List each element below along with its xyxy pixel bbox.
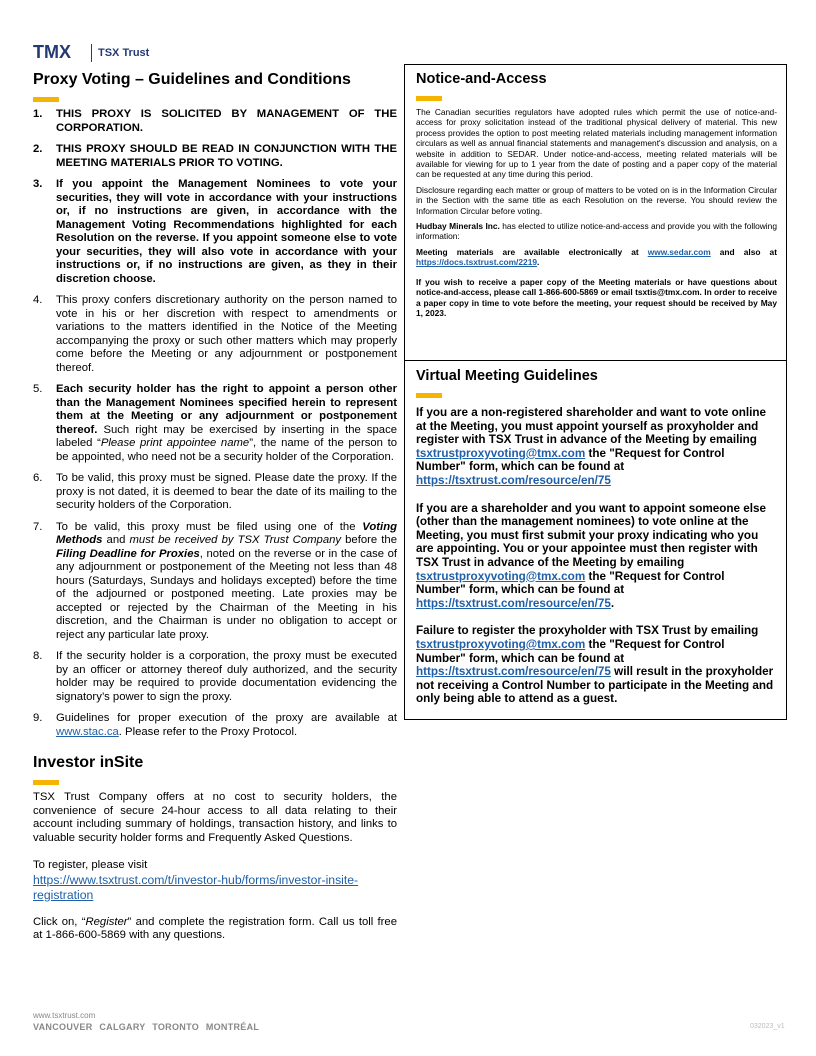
notice-and-access-heading: Notice-and-Access: [416, 71, 547, 87]
list-item: 6. To be valid, this proxy must be signed. Please date the proxy. If the proxy is not dated, it is deemed to bear the date of its mailing to the security holders of the Corporation.: [33, 472, 397, 511]
virtual-meeting-heading: Virtual Meeting Guidelines: [416, 368, 598, 384]
resource-link[interactable]: https://tsxtrust.com/resource/en/75: [416, 596, 611, 610]
list-item: 7. To be valid, this proxy must be filed using one of the Voting Methods and must be received by TSX Trust Company before the Filing Deadline for Proxies, noted on the reverse or in the case of any adjournment or postponement of the Meeting not less than 48 hours (Saturdays, Sundays and holidays excepted) before the time of the adjourned or postponed meeting. Late proxies may be accepted or rejected by the Chairman of the Meeting in his discretion, and the Chairman is under no obligation to accept or reject any particular late proxy.: [33, 520, 398, 641]
footer-url: www.tsxtrust.com: [33, 1011, 96, 1020]
register-instructions: Click on, “Register” and complete the registration form. Call us toll free at 1-866-600-5869 with any questions.: [33, 915, 397, 941]
heading-accent-bar: [33, 97, 59, 102]
docs-link[interactable]: https://docs.tsxtrust.com/2219: [416, 257, 538, 268]
notice-paragraph: The Canadian securities regulators have adopted rules which permit the use of notice-and-access for proxy solicitation instead of the traditional physical delivery of material. This new process provides the option to post meeting related materials including management information circulars as well as annual financial statements and management's discussion and analysis, on a website in addition to SEDAR. Under notice-and-access, meeting related materials will be available for viewing for up to 1 year from the date of posting and a paper copy of the material can be requested at any time during this period.: [416, 107, 777, 180]
list-item: 1. THIS PROXY IS SOLICITED BY MANAGEMENT OF THE CORPORATION.: [33, 108, 397, 134]
list-item: 2. THIS PROXY SHOULD BE READ IN CONJUNCTION WITH THE MEETING MATERIALS PRIOR TO VOTING.: [33, 143, 397, 169]
proxy-voting-heading: Proxy Voting – Guidelines and Conditions: [33, 71, 351, 88]
insite-intro: TSX Trust Company offers at no cost to security holders, the convenience of secure 24-hour access to all data relating to their account including summary of holdings, transaction history, and links to valuable security holder forms and Frequently Asked Questions.: [33, 791, 397, 844]
list-item: 5. Each security holder has the right to appoint a person other than the Management Nominees specified herein to represent them at the Meeting or any adjournment or postponement thereof. Such right may be exercised by inserting in the space labeled “Please print appointee name”, the name of the person to be appointed, who need not be a security holder of the Corporation.: [33, 383, 397, 463]
form-code: 032023_v1: [750, 1023, 785, 1030]
tmx-logo-mark: TMX: [33, 42, 71, 62]
virtual-paragraph: If you are a non-registered shareholder and want to vote online at the Meeting, you must appoint yourself as proxyholder and register with TSX Trust in advance of the Meeting by emailing tsxtrustproxyvoting@tmx.com the "Request for Control Number" form, which can be found at https://tsxtrust.com/resource/en/75: [416, 406, 767, 487]
proxy-guidelines-list: [33, 108, 397, 739]
tsx-trust-wordmark: TSX Trust: [98, 47, 150, 59]
notice-and-access-box: [404, 64, 787, 361]
register-paragraph: [33, 873, 397, 903]
proxyvoting-email-link[interactable]: tsxtrustproxyvoting@tmx.com: [416, 446, 586, 460]
proxyvoting-email-link[interactable]: tsxtrustproxyvoting@tmx.com: [416, 569, 586, 583]
resource-link[interactable]: https://tsxtrust.com/resource/en/75: [416, 665, 611, 679]
footer-cities: VANCOUVER CALGARY TORONTO MONTRÉAL: [33, 1022, 260, 1032]
investor-insite-heading: Investor inSite: [33, 754, 144, 771]
heading-accent-bar: [416, 96, 442, 101]
notice-paragraph: Disclosure regarding each matter or group of matters to be voted on is in the Information Circular in the Section with the same title as each Resolution on the reverse. You should review the Information Circular before voting.: [416, 184, 777, 216]
notice-paragraph: Meeting materials are available electronically at www.sedar.com and also at https://docs.tsxtrust.com/2219.: [416, 246, 777, 268]
register-label: To register, please visit: [33, 859, 148, 871]
list-item: 4. This proxy confers discretionary authority on the person named to vote in his or her discretion with respect to amendments or variations to the matters identified in the Notice of the Meeting accompanying the proxy or such other matters which may properly come before the Meeting or any adjournment or postponement thereof.: [33, 294, 397, 374]
virtual-meeting-box: [404, 360, 787, 720]
heading-accent-bar: [416, 393, 442, 398]
virtual-paragraph: Failure to register the proxyholder with TSX Trust by emailing tsxtrustproxyvoting@tmx.com the "Request for Control Number" form, which can be found at https://tsxtrust.com/resource/en/75 will result in the proxyholder not receiving a Control Number to participate in the Meeting and only being able to attend as a guest.: [416, 624, 774, 706]
virtual-paragraph: If you are a shareholder and you want to appoint someone else (other than the management nominees) to vote online at the Meeting, you must first submit your proxy indicating who you are appointing. You or your appointee must then register with TSX Trust in advance of the Meeting by emailing tsxtrustproxyvoting@tmx.com the "Request for Control Number" form, which can be found at https://tsxtrust.com/resource/en/75.: [416, 501, 767, 610]
heading-accent-bar: [33, 780, 59, 785]
insite-registration-link[interactable]: https://www.tsxtrust.com/t/investor-hub/forms/investor-insite-registration: [33, 872, 359, 902]
left-column: [33, 70, 397, 943]
logo-divider: [91, 44, 92, 62]
list-item: 3. If you appoint the Management Nominees to vote your securities, they will vote in accordance with your instructions or, if no instructions are given, in accordance with the Management Voting Recommendations highlighted for each Resolution on the reverse. If you appoint someone else to vote your securities, they will also vote in accordance with your instructions or, if no instructions are given, as they in their discretion choose.: [33, 178, 397, 285]
list-item: 9. Guidelines for proper execution of the proxy are available at www.stac.ca. Please refer to the Proxy Protocol.: [33, 712, 397, 738]
proxyvoting-email-link[interactable]: tsxtrustproxyvoting@tmx.com: [416, 637, 586, 651]
list-item: 8. If the security holder is a corporation, the proxy must be executed by an officer or attorney thereof duly authorized, and the security holder may be required to provide documentation evidencing the signatory’s power to sign the proxy.: [33, 650, 397, 703]
notice-paragraph: Hudbay Minerals Inc. has elected to utilize notice-and-access and provide you with the following information:: [416, 221, 777, 242]
stac-link[interactable]: www.stac.ca: [56, 725, 119, 738]
notice-paragraph: If you wish to receive a paper copy of the Meeting materials or have questions about notice-and-access, please call 1-866-600-5869 or email tsxtis@tmx.com. In order to receive a paper copy in time to vote before the meeting, your request should be received by May 1, 2023.: [416, 276, 777, 318]
resource-link[interactable]: https://tsxtrust.com/resource/en/75: [416, 473, 611, 487]
sedar-link[interactable]: www.sedar.com: [647, 246, 711, 257]
